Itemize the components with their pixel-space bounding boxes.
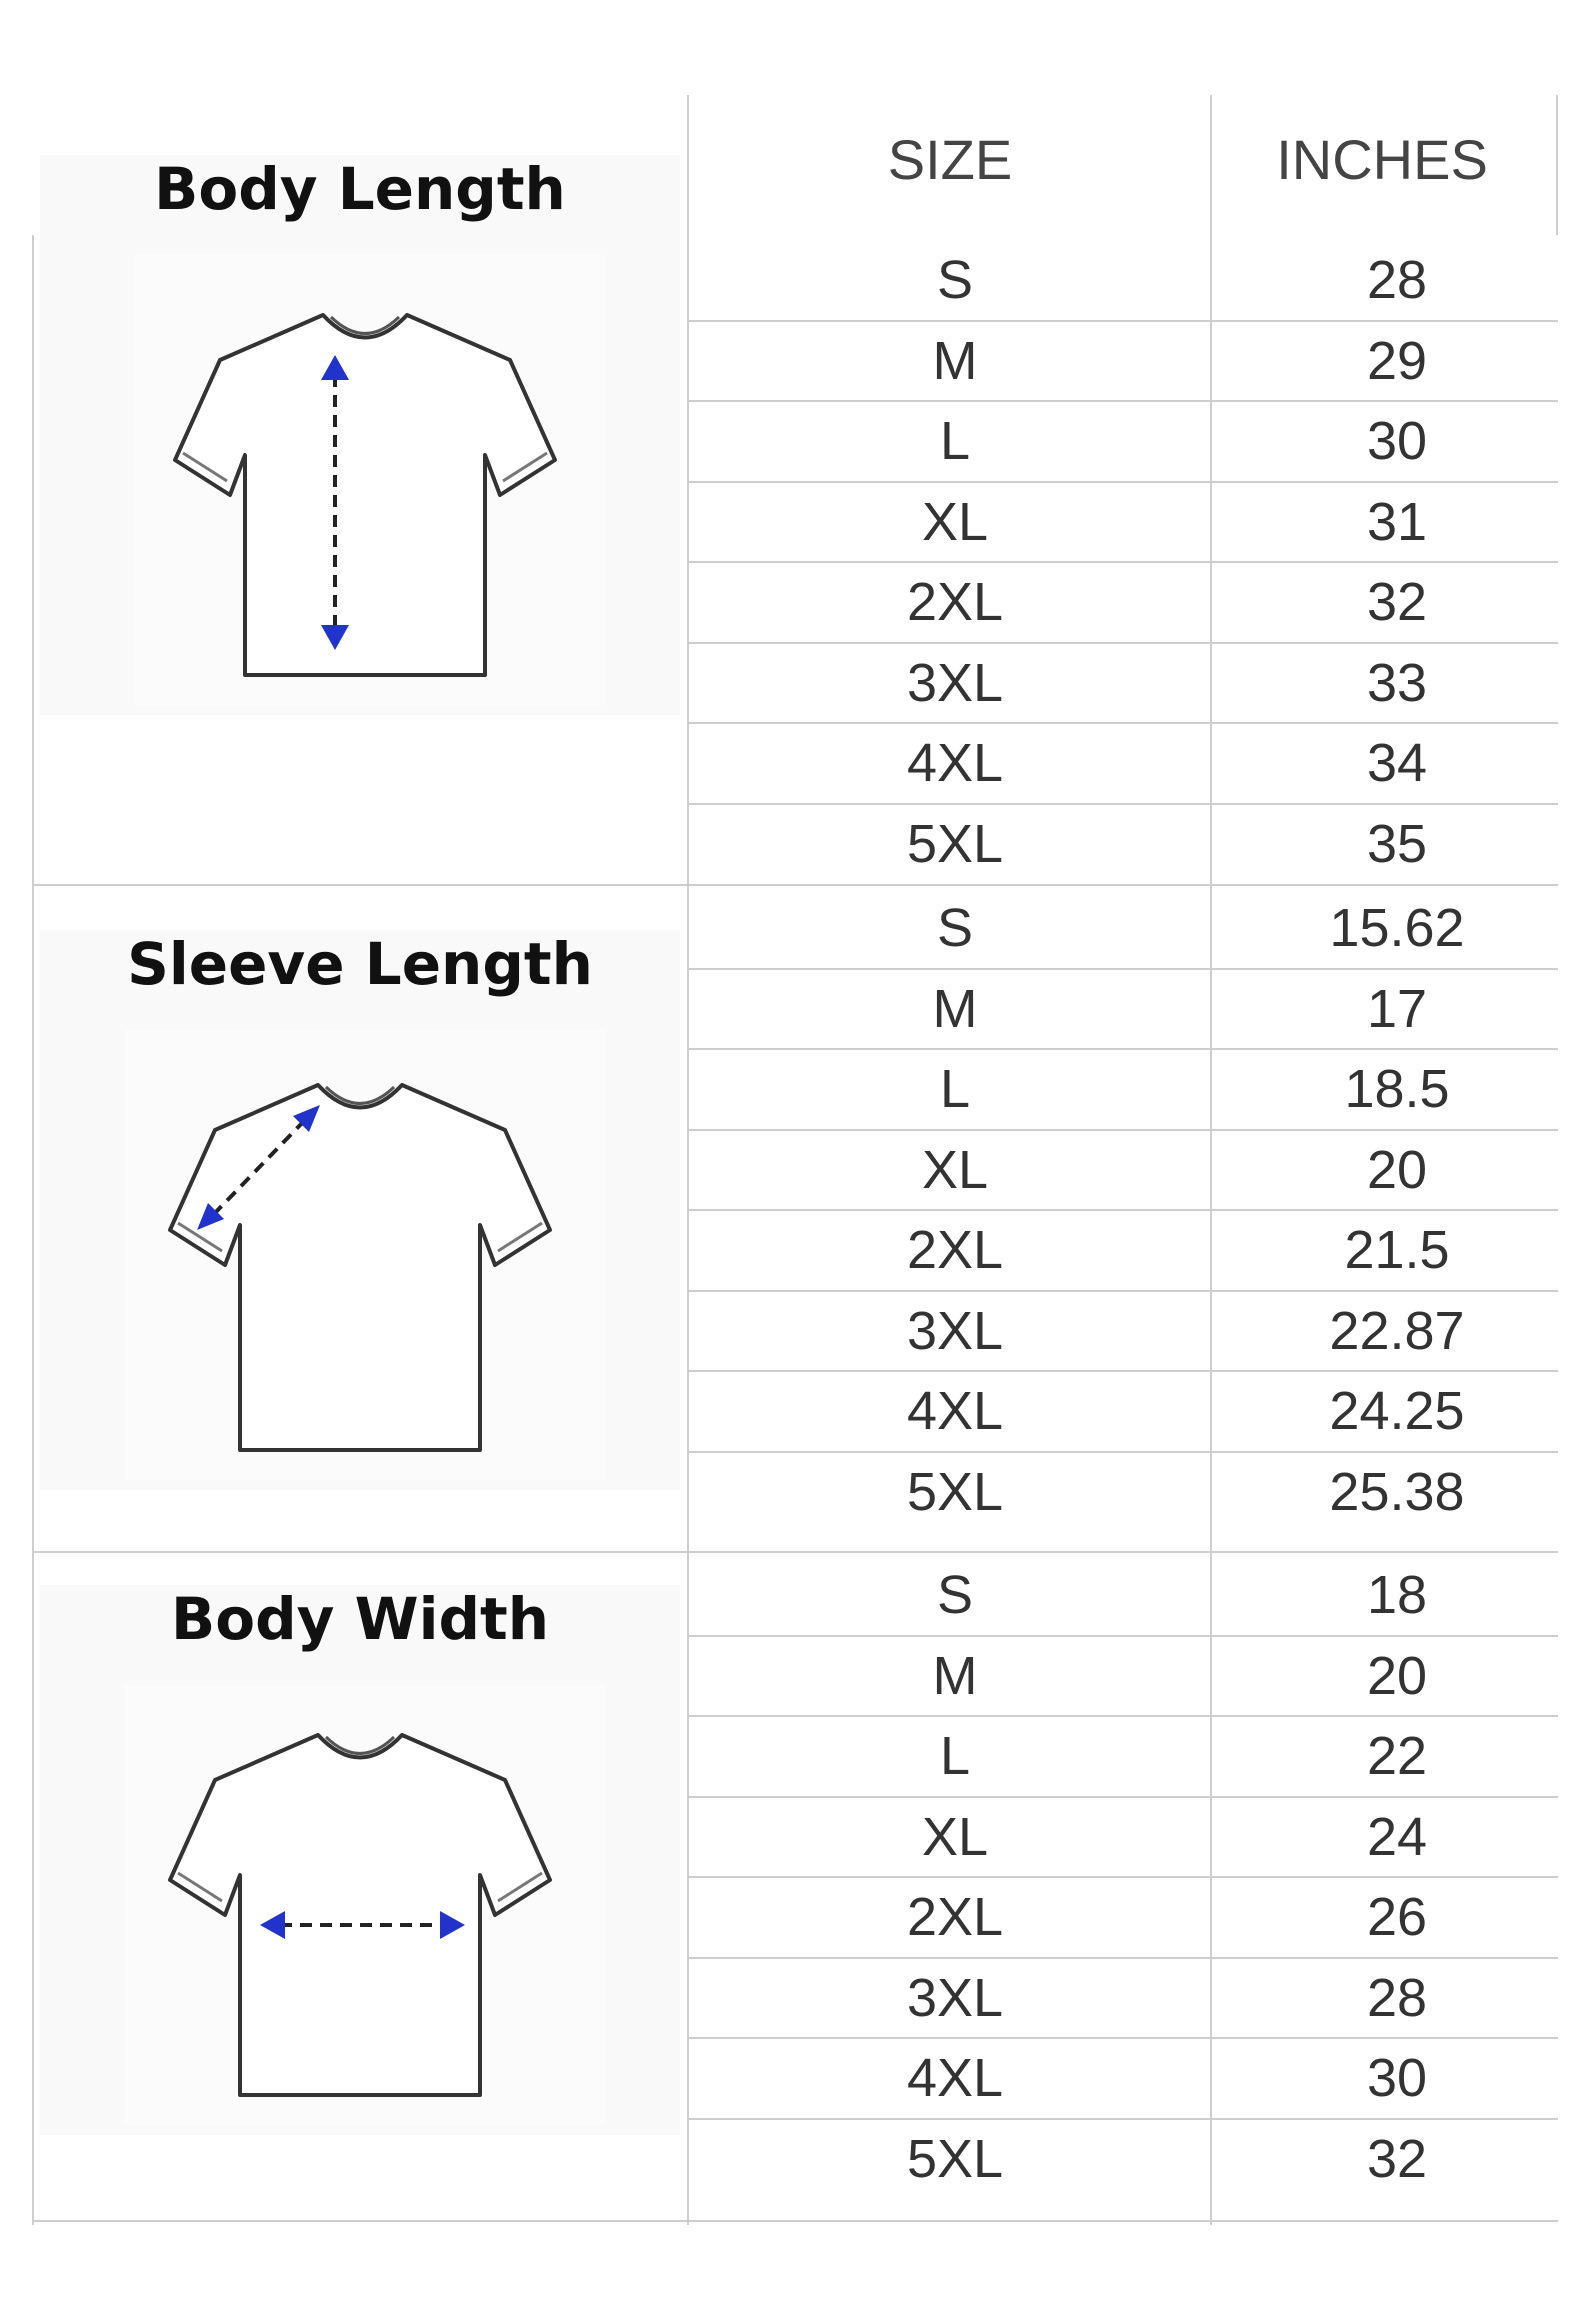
inches-cell: 30 <box>1366 411 1428 471</box>
inches-cell: 18 <box>1366 1565 1428 1625</box>
section-divider-1 <box>32 884 1558 886</box>
inches-cell: 17 <box>1366 978 1428 1039</box>
inches-cell: 34 <box>1366 733 1428 793</box>
inches-cell: 33 <box>1366 652 1428 713</box>
size-column-divider <box>687 95 689 2225</box>
size-column-header: SIZE <box>887 128 1013 191</box>
inches-cell: 21.5 <box>1344 1220 1450 1280</box>
inches-cell: 22 <box>1366 1726 1428 1786</box>
outer-right-border <box>1556 95 1558 235</box>
size-cell: L <box>939 1059 971 1119</box>
inches-cell: 26 <box>1366 1887 1428 1947</box>
inches-cell: 20 <box>1366 1139 1428 1200</box>
size-cell: M <box>932 978 978 1039</box>
inches-cell: 15.62 <box>1329 898 1465 958</box>
size-cell: 5XL <box>906 1461 1004 1522</box>
body-length-panel <box>40 155 680 715</box>
table-bottom-border <box>32 2220 1558 2222</box>
inches-cell: 32 <box>1366 2128 1428 2189</box>
size-cell: L <box>939 1726 971 1786</box>
size-cell: 2XL <box>906 572 1004 632</box>
size-cell: XL <box>921 1139 989 1200</box>
inches-cell: 20 <box>1366 1645 1428 1706</box>
section-title-body-length: Body Length <box>154 155 566 223</box>
size-cell: S <box>936 1565 974 1625</box>
size-cell: 3XL <box>906 1967 1004 2028</box>
size-cell: XL <box>921 491 989 552</box>
size-cell: S <box>936 250 974 310</box>
sleeve-length-panel <box>40 930 680 1490</box>
size-cell: L <box>939 411 971 471</box>
inches-cell: 24 <box>1366 1806 1428 1867</box>
inches-cell: 30 <box>1366 2048 1428 2108</box>
size-cell: 3XL <box>906 652 1004 713</box>
outer-left-border <box>32 235 34 2225</box>
size-cell: 4XL <box>906 733 1004 793</box>
t-shirt-body-width-icon <box>125 1685 605 2125</box>
section-divider-2 <box>32 1551 1558 1553</box>
inches-cell: 18.5 <box>1344 1059 1450 1119</box>
size-cell: 2XL <box>906 1887 1004 1947</box>
size-cell: 2XL <box>906 1220 1004 1280</box>
inches-cell: 28 <box>1366 250 1428 310</box>
size-cell: 4XL <box>906 2048 1004 2108</box>
inches-column-header: INCHES <box>1276 128 1488 191</box>
size-cell: 4XL <box>906 1381 1004 1441</box>
t-shirt-body-length-icon <box>135 255 605 705</box>
size-cell: S <box>936 898 974 958</box>
inches-cell: 35 <box>1366 813 1428 874</box>
size-cell: M <box>932 330 978 391</box>
size-cell: XL <box>921 1806 989 1867</box>
inches-cell: 32 <box>1366 572 1428 632</box>
section-title-body-width: Body Width <box>171 1585 549 1653</box>
size-cell: M <box>932 1645 978 1706</box>
inches-cell: 29 <box>1366 330 1428 391</box>
size-cell: 3XL <box>906 1300 1004 1361</box>
size-cell: 5XL <box>906 2128 1004 2189</box>
inches-cell: 22.87 <box>1329 1300 1465 1361</box>
t-shirt-sleeve-length-icon <box>125 1030 605 1480</box>
inches-cell: 31 <box>1366 491 1428 552</box>
section-title-sleeve-length: Sleeve Length <box>127 930 593 998</box>
inches-cell: 25.38 <box>1329 1461 1465 1522</box>
inches-cell: 24.25 <box>1329 1381 1465 1441</box>
inches-cell: 28 <box>1366 1967 1428 2028</box>
size-cell: 5XL <box>906 813 1004 874</box>
body-width-panel <box>40 1585 680 2135</box>
